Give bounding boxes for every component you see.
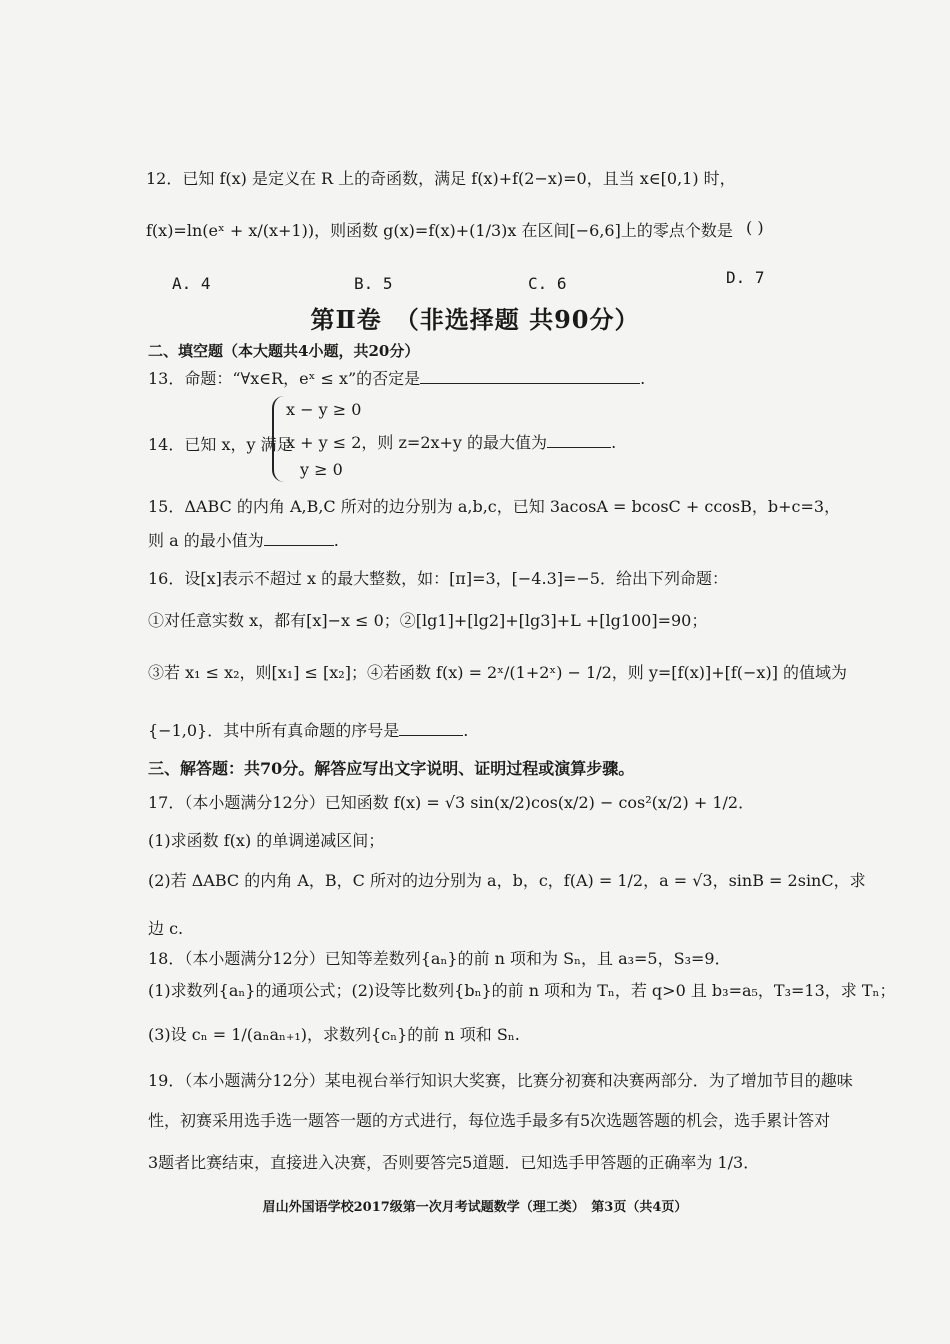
q16-line3: ③若 x₁ ≤ x₂，则[x₁] ≤ [x₂]；④若函数 f(x) = 2ˣ/(1+2ˣ) − 1/2，则 y=[f(x)]+[f(−x)] 的值域为 <box>148 663 848 682</box>
q13-text: 13．命题：“∀x∈R，eˣ ≤ x”的否定是 <box>148 369 421 388</box>
section-title: 第Ⅱ卷 （非选择题 共90分） <box>310 305 640 334</box>
q12-line2: f(x)=ln(eˣ + x/(x+1))，则函数 g(x)=f(x)+(1/3)x 在区间[−6,6]上的零点个数是 <box>146 221 733 240</box>
q15-line2: 则 a 的最小值为 . <box>148 531 339 550</box>
q13-blank <box>420 369 640 384</box>
q12-option-c: C. 6 <box>528 274 567 293</box>
q14-prefix: 14．已知 x，y 满足 <box>148 435 293 454</box>
q14-row-3: y ≥ 0 <box>300 460 343 479</box>
part3-header: 三、解答题：共70分。解答应写出文字说明、证明过程或演算步骤。 <box>148 759 635 778</box>
q17-line1: 17．（本小题满分12分）已知函数 f(x) = √3 sin(x/2)cos(x/2) − cos²(x/2) + 1/2． <box>148 793 755 812</box>
q14-row-2: x + y ≤ 2，则 z=2x+y 的最大值为 . <box>286 433 617 452</box>
q16-line4: {−1,0}．其中所有真命题的序号是 . <box>148 721 469 740</box>
q14-row-2-text: x + y ≤ 2，则 z=2x+y 的最大值为 <box>286 433 548 452</box>
q12-option-b: B. 5 <box>354 274 393 293</box>
q13: 13．命题：“∀x∈R，eˣ ≤ x”的否定是 . <box>148 369 646 388</box>
page-footer: 眉山外国语学校2017级第一次月考试题数学（理工类） 第3页（共4页） <box>262 1200 688 1215</box>
q16-line2: ①对任意实数 x，都有[x]−x ≤ 0；②[lg1]+[lg2]+[lg3]+L +[lg100]=90； <box>148 611 708 630</box>
q12-option-a: A. 4 <box>172 274 211 293</box>
q16-line4-text: {−1,0}．其中所有真命题的序号是 <box>148 721 400 740</box>
q19-line1: 19．（本小题满分12分）某电视台举行知识大奖赛，比赛分初赛和决赛两部分．为了增加节目的趣味 <box>148 1071 853 1090</box>
q15-line2-text: 则 a 的最小值为 <box>148 531 264 550</box>
q19-line2: 性，初赛采用选手选一题答一题的方式进行，每位选手最多有5次选题答题的机会，选手累计答对 <box>148 1111 831 1130</box>
q15-blank <box>264 531 334 546</box>
q18-line1: 18．（本小题满分12分）已知等差数列{aₙ}的前 n 项和为 Sₙ，且 a₃=5，S₃=9． <box>148 949 731 968</box>
q17-line3: (2)若 ΔABC 的内角 A，B，C 所对的边分别为 a，b，c，f(A) = 1/2，a = √3，sinB = 2sinC，求 <box>148 871 866 890</box>
q14-row-1: x − y ≥ 0 <box>286 400 362 419</box>
q15-line1: 15．ΔABC 的内角 A,B,C 所对的边分别为 a,b,c，已知 3acosA = bcosC + ccosB，b+c=3， <box>148 497 841 516</box>
q14-brace <box>272 396 284 482</box>
q12-answer-paren: ( ) <box>746 218 764 237</box>
part2-header: 二、填空题（本大题共4小题，共20分） <box>148 342 420 360</box>
q17-line4: 边 c. <box>148 919 184 938</box>
q12-line1: 12．已知 f(x) 是定义在 R 上的奇函数，满足 f(x)+f(2−x)=0，且当 x∈[0,1) 时， <box>146 169 736 188</box>
q16-line1: 16．设[x]表示不超过 x 的最大整数，如：[π]=3，[−4.3]=−5．给出下列命题： <box>148 569 728 588</box>
q19-line3: 3题者比赛结束，直接进入决赛，否则要答完5道题．已知选手甲答题的正确率为 1/3． <box>148 1153 760 1172</box>
q17-line2: (1)求函数 f(x) 的单调递减区间； <box>148 831 385 850</box>
q18-line2: (1)求数列{aₙ}的通项公式；(2)设等比数列{bₙ}的前 n 项和为 Tₙ，若 q>0 且 b₃=a₅，T₃=13，求 Tₙ； <box>148 981 896 1000</box>
q14-blank <box>547 433 611 448</box>
q12-option-d: D. 7 <box>726 268 765 287</box>
q18-line3: (3)设 cₙ = 1/(aₙaₙ₊₁)，求数列{cₙ}的前 n 项和 Sₙ. <box>148 1025 520 1044</box>
q16-blank <box>399 721 463 736</box>
